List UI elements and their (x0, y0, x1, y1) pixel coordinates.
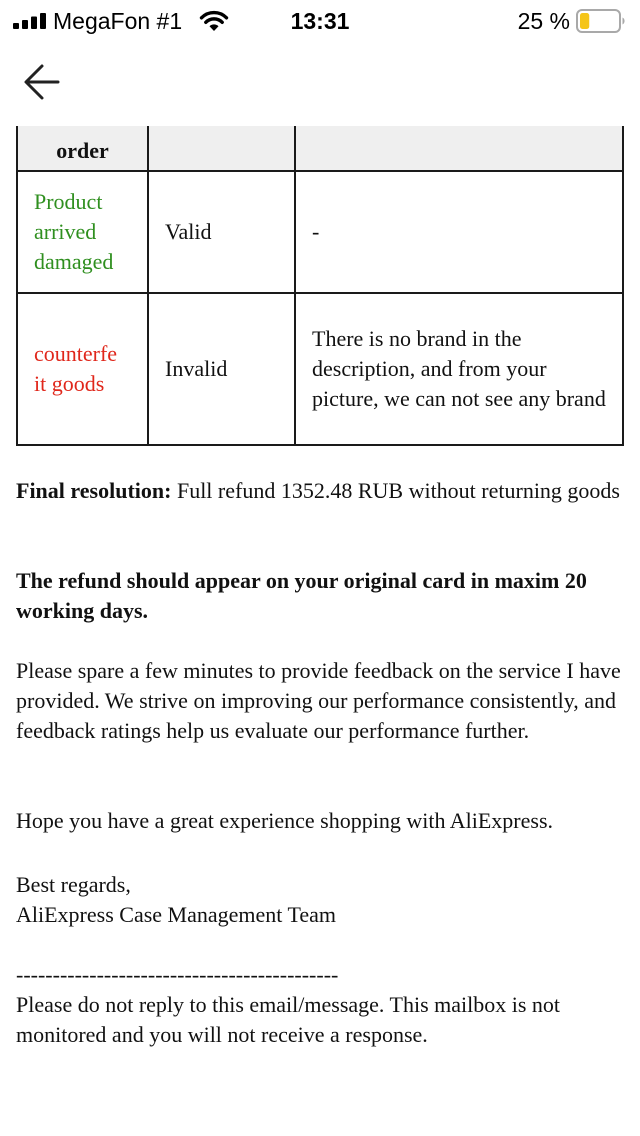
battery-icon (576, 9, 626, 33)
email-body (0, 126, 640, 1136)
divider-line: -------------------------------------------- (16, 962, 339, 987)
carrier-name: MegaFon #1 (53, 8, 183, 34)
no-reply-notice: Please do not reply to this email/message. This mailbox is not monitored and you will not receive a response. (16, 992, 561, 1047)
status-bar (0, 0, 640, 42)
final-resolution-label: Final resolution: (16, 478, 172, 503)
battery-percentage: 25 % (517, 8, 570, 34)
claim-reason-cell: Product arrived damaged (17, 171, 148, 293)
signature: AliExpress Case Management Team (16, 902, 337, 927)
table-header-cell (148, 126, 295, 171)
table-header-cell (295, 126, 623, 171)
claim-reason-line: counterfe (34, 341, 118, 366)
nav-bar (0, 42, 640, 126)
clock: 13:31 (290, 8, 350, 34)
table-row (17, 293, 623, 445)
claim-validity-cell: Invalid (148, 293, 295, 445)
claim-reason-cell (17, 293, 148, 445)
back-button[interactable] (16, 58, 68, 106)
claim-reason-line: it goods (34, 371, 105, 396)
battery-level-fill (580, 13, 589, 29)
claim-comment-cell: - (295, 171, 623, 293)
greeting: Best regards, (16, 872, 131, 897)
table-header-cell: order (17, 126, 148, 171)
case-review-table (16, 126, 624, 446)
claim-comment-cell: There is no brand in the description, and from your picture, we can not see any brand (295, 293, 623, 445)
table-header-row (17, 126, 623, 171)
arrow-left-icon (22, 62, 62, 102)
closing-wish: Hope you have a great experience shopping with AliExpress. (16, 808, 554, 833)
claim-validity-cell: Valid (148, 171, 295, 293)
final-resolution (16, 476, 628, 506)
feedback-request: Please spare a few minutes to provide feedback on the service I have provided. We strive on improving our performance consistently, and feedback ratings help us evaluate our performance further. (16, 658, 621, 743)
table-row (17, 171, 623, 293)
final-resolution-text: Full refund 1352.48 RUB without returning goods (171, 478, 620, 503)
refund-notice: The refund should appear on your original card in maxim 20 working days. (16, 568, 587, 623)
